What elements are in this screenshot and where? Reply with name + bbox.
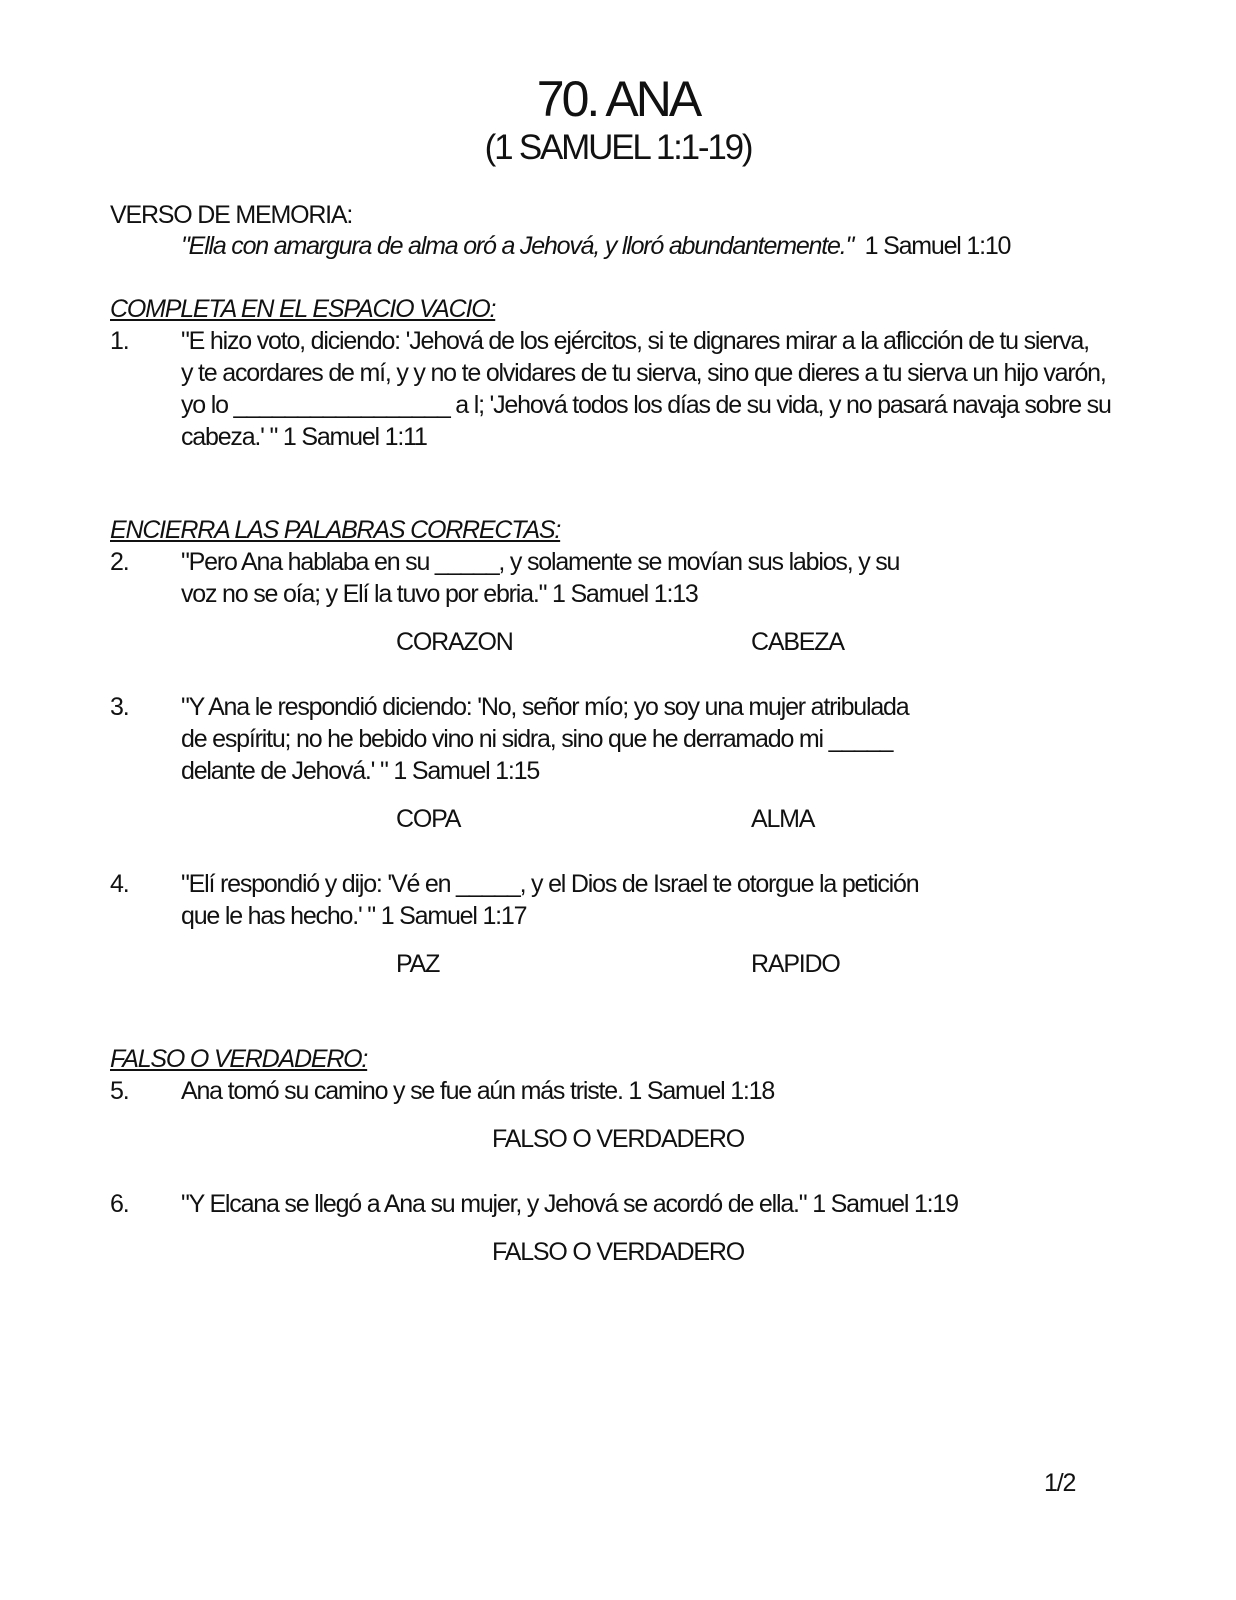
question-number: 1. — [110, 327, 129, 355]
question-3-line-2: de espíritu; no he bebido vino ni sidra, sino que he derramado mi _____ — [181, 725, 893, 753]
page-title: 70. ANA — [536, 71, 700, 127]
page-subtitle: (1 SAMUEL 1:1-19) — [484, 128, 752, 167]
question-2-option-b: CABEZA — [751, 628, 844, 656]
question-4-option-b: RAPIDO — [751, 950, 840, 978]
question-6-choices: FALSO O VERDADERO — [492, 1238, 744, 1266]
question-3-option-a: COPA — [396, 805, 461, 833]
memory-verse-reference: 1 Samuel 1:10 — [864, 232, 1011, 260]
question-3-line-3: delante de Jehová.' " 1 Samuel 1:15 — [181, 757, 540, 785]
question-5-text: Ana tomó su camino y se fue aún más triste. 1 Samuel 1:18 — [181, 1077, 775, 1105]
question-number: 4. — [110, 870, 129, 898]
memory-verse-label: VERSO DE MEMORIA: — [110, 201, 353, 229]
question-1-line-3: yo lo _________________ a l; 'Jehová todos los días de su vida, y no pasará navaja sobre su — [181, 391, 1111, 419]
true-false-heading: FALSO O VERDADERO: — [110, 1045, 368, 1073]
question-number: 3. — [110, 693, 129, 721]
question-1-line-4: cabeza.' " 1 Samuel 1:11 — [181, 423, 427, 451]
memory-verse-line — [181, 231, 1010, 262]
question-number: 6. — [110, 1190, 129, 1218]
fill-in-heading: COMPLETA EN EL ESPACIO VACIO: — [110, 295, 496, 323]
question-4-line-2: que le has hecho.' " 1 Samuel 1:17 — [181, 902, 527, 930]
question-4-option-a: PAZ — [396, 950, 440, 978]
question-2-line-2: voz no se oía; y Elí la tuvo por ebria." 1 Samuel 1:13 — [181, 580, 698, 608]
circle-heading: ENCIERRA LAS PALABRAS CORRECTAS: — [110, 516, 561, 544]
question-5-choices: FALSO O VERDADERO — [492, 1125, 744, 1153]
question-2-option-a: CORAZON — [396, 628, 513, 656]
question-4-line-1: "Elí respondió y dijo: 'Vé en _____, y el Dios de Israel te otorgue la petición — [181, 870, 919, 898]
question-number: 2. — [110, 548, 129, 576]
question-2-line-1: "Pero Ana hablaba en su _____, y solamente se movían sus labios, y su — [181, 548, 900, 576]
question-1-line-1: "E hizo voto, diciendo: 'Jehová de los ejércitos, si te dignares mirar a la aflicción de tu sierva, — [181, 327, 1089, 355]
question-6-text: "Y Elcana se llegó a Ana su mujer, y Jehová se acordó de ella." 1 Samuel 1:19 — [181, 1190, 958, 1218]
memory-verse-quote: "Ella con amargura de alma oró a Jehová, y lloró abundantemente." — [181, 232, 854, 260]
question-3-line-1: "Y Ana le respondió diciendo: 'No, señor mío; yo soy una mujer atribulada — [181, 693, 909, 721]
question-1-line-2: y te acordares de mí, y y no te olvidares de tu sierva, sino que dieres a tu sierva un hijo varón, — [181, 359, 1106, 387]
question-3-option-b: ALMA — [751, 805, 815, 833]
question-number: 5. — [110, 1077, 129, 1105]
page-number: 1/2 — [1044, 1469, 1076, 1497]
